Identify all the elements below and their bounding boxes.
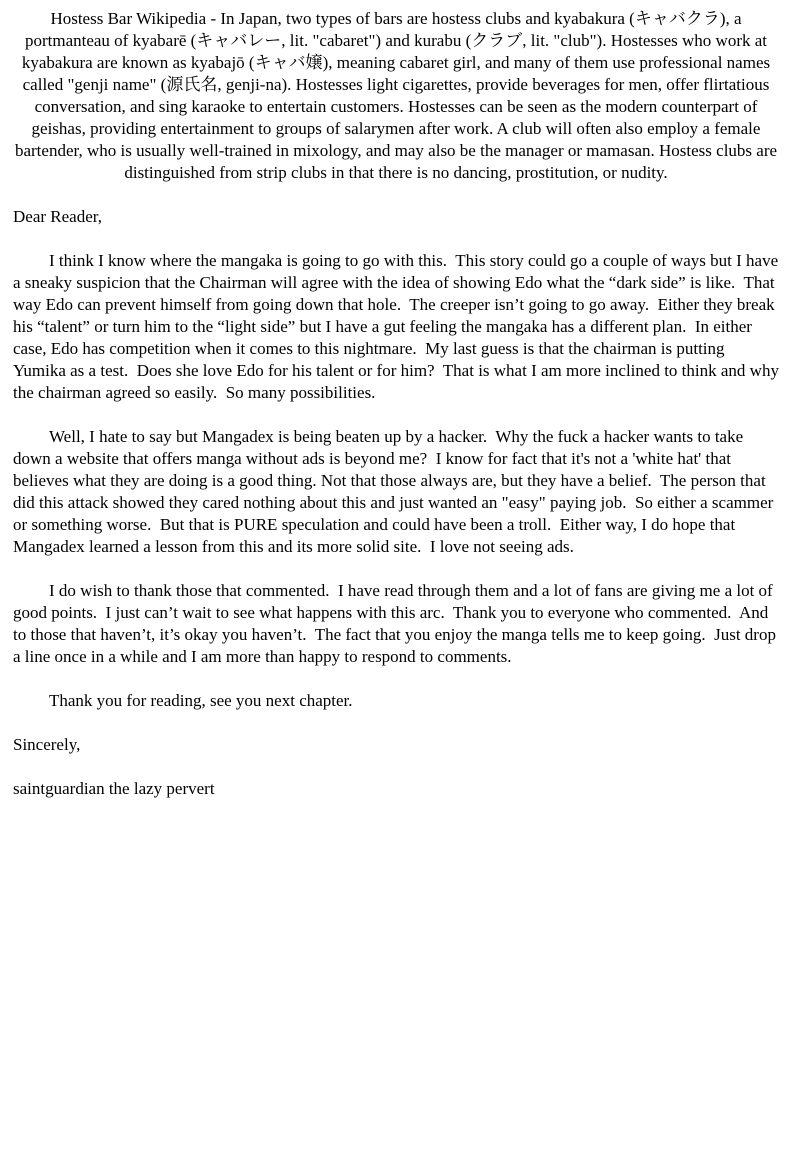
- signoff: Sincerely,: [13, 735, 81, 754]
- salutation: Dear Reader,: [13, 207, 102, 226]
- header-paragraph: Hostess Bar Wikipedia - In Japan, two types of bars are hostess clubs and kyabakura (キャバクラ), a portmanteau of kyabarē (キャバレー, lit. "cabaret") and kurabu (クラブ, lit. "club"). Hostesses who work at kyabakura are known as kyabajō (キャバ嬢), meaning cabaret girl, and many of them use professional names called "genji name" (源氏名, genji-na). Hostesses light cigarettes, provide beverages for men, offer flirtatious conversation, and sing karaoke to entertain customers. Hostesses can be seen as the modern counterpart of geishas, providing entertainment to groups of salarymen after work. A club will often also employ a female bartender, who is usually well-trained in mixology, and may also be the manager or mamasan. Hostess clubs are distinguished from strip clubs in that there is no dancing, prostitution, or nudity.: [14, 9, 782, 182]
- signature: saintguardian the lazy pervert: [13, 779, 215, 798]
- closing-line: Thank you for reading, see you next chapter.: [49, 691, 353, 710]
- body-paragraph-1: I think I know where the mangaka is going to go with this. This story could go a couple of ways but I have a sneaky suspicion that the Chairman will agree with the idea of showing Edo what the “dark side” is like. That way Edo can prevent himself from going down that hole. The creeper isn’t going to go away. Either they break his “talent” or turn him to the “light side” but I have a gut feeling the mangaka has a different plan. In either case, Edo has competition when it comes to this nightmare. My last guess is that the chairman is putting Yumika as a test. Does she love Edo for his talent or for him? That is what I am more inclined to think and why the chairman agreed so easily. So many possibilities.: [13, 251, 784, 402]
- body-paragraph-3: I do wish to thank those that commented. I have read through them and a lot of fans are giving me a lot of good points. I just can’t wait to see what happens with this arc. Thank you to everyone who commented. And to those that haven’t, it’s okay you haven’t. The fact that you enjoy the manga tells me to keep going. Just drop a line once in a while and I am more than happy to respond to comments.: [13, 581, 781, 666]
- body-paragraph-2: Well, I hate to say but Mangadex is being beaten up by a hacker. Why the fuck a hacker wants to take down a website that offers manga without ads is beyond me? I know for fact that it's not a 'white hat' that believes what they are doing is a good thing. Not that those always are, but they have a belief. The person that did this attack showed they cared nothing about this and just wanted an "easy" paying job. So either a scammer or something worse. But that is PURE speculation and could have been a troll. Either way, I do hope that Mangadex learned a lesson from this and its more solid site. I love not seeing ads.: [13, 427, 778, 556]
